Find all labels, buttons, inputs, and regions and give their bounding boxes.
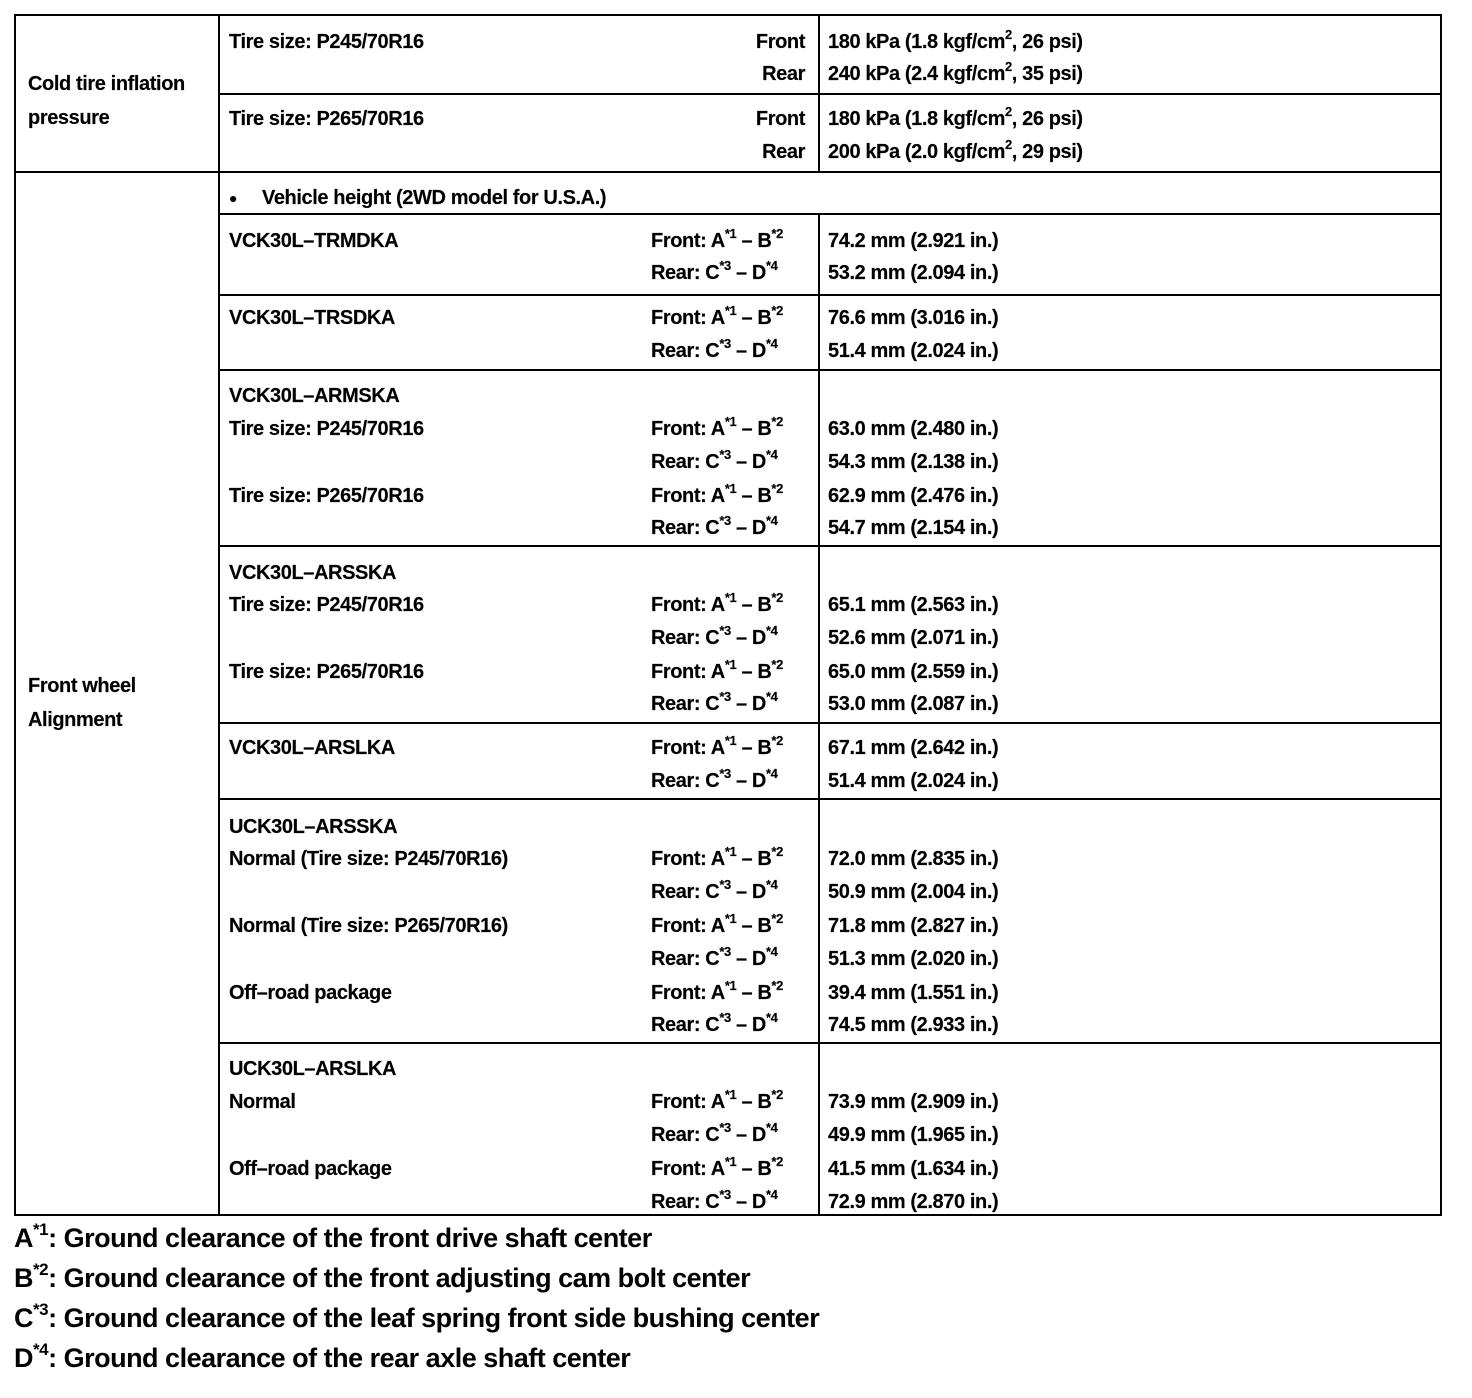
model-variant-label: Tire size: P265/70R16 bbox=[229, 661, 424, 683]
footnote-mark: *2 bbox=[771, 1154, 783, 1169]
height-value: 51.4 mm (2.024 in.) bbox=[828, 770, 999, 792]
footnote-mark: *2 bbox=[771, 978, 783, 993]
footnote-mark: *2 bbox=[771, 414, 783, 429]
position-label: Rear bbox=[762, 141, 805, 163]
rear-measurement-label bbox=[651, 766, 778, 793]
height-value: 72.0 mm (2.835 in.) bbox=[828, 848, 999, 870]
column-divider-left bbox=[218, 16, 220, 1214]
measurement-text: – D bbox=[730, 1191, 766, 1213]
height-value: 72.9 mm (2.870 in.) bbox=[828, 1191, 999, 1213]
measurement-text: – D bbox=[730, 1014, 766, 1036]
pressure-value-text: , 26 psi) bbox=[1011, 31, 1083, 53]
tire-size-label: Tire size: P245/70R16 bbox=[229, 31, 424, 53]
height-value: 74.5 mm (2.933 in.) bbox=[828, 1014, 999, 1036]
footnote-letter: B bbox=[14, 1263, 33, 1293]
footnote-mark: *1 bbox=[724, 481, 737, 496]
section-label: Cold tire inflation bbox=[28, 73, 185, 95]
measurement-text: Rear: C bbox=[651, 627, 720, 649]
measurement-text: Rear: C bbox=[651, 948, 720, 970]
measurement-text: – D bbox=[730, 627, 766, 649]
measurement-text: Rear: C bbox=[651, 262, 720, 284]
footnote-mark: *4 bbox=[765, 447, 778, 462]
front-measurement-label bbox=[651, 911, 783, 938]
footnote-mark: *4 bbox=[765, 336, 778, 351]
pressure-value bbox=[828, 59, 1083, 86]
rear-measurement-label bbox=[651, 447, 778, 474]
footnote-mark: *1 bbox=[33, 1220, 49, 1239]
section-divider bbox=[16, 171, 1440, 173]
section-label: Alignment bbox=[28, 709, 123, 731]
position-label: Front bbox=[755, 108, 805, 130]
measurement-text: – D bbox=[730, 881, 766, 903]
vehicle-height-header: Vehicle height (2WD model for U.S.A.) bbox=[262, 187, 607, 209]
pressure-value bbox=[828, 104, 1083, 131]
measurement-text: – B bbox=[736, 915, 772, 937]
footnote-mark: *4 bbox=[765, 513, 778, 528]
model-variant-label: Tire size: P245/70R16 bbox=[229, 418, 424, 440]
footnote-mark: *3 bbox=[719, 689, 731, 704]
model-variant-label: Normal (Tire size: P265/70R16) bbox=[229, 915, 508, 937]
footnote-mark: *2 bbox=[771, 226, 783, 241]
measurement-text: – D bbox=[730, 770, 766, 792]
height-value: 53.2 mm (2.094 in.) bbox=[828, 262, 999, 284]
measurement-text: Rear: C bbox=[651, 451, 720, 473]
front-measurement-label bbox=[651, 414, 783, 441]
footnote-mark: *3 bbox=[719, 623, 731, 638]
footnote-mark: *4 bbox=[765, 766, 778, 781]
front-measurement-label bbox=[651, 844, 783, 871]
position-label: Front bbox=[755, 31, 805, 53]
height-value: 50.9 mm (2.004 in.) bbox=[828, 881, 999, 903]
measurement-text: Rear: C bbox=[651, 770, 720, 792]
height-value: 73.9 mm (2.909 in.) bbox=[828, 1091, 999, 1113]
footnote-mark: *4 bbox=[765, 689, 778, 704]
unit-superscript: 2 bbox=[1004, 27, 1012, 42]
model-code: VCK30L–ARMSKA bbox=[229, 385, 400, 407]
measurement-text: Front: A bbox=[651, 485, 725, 507]
front-measurement-label bbox=[651, 481, 783, 508]
footnote-mark: *2 bbox=[771, 481, 783, 496]
footnote-mark: *3 bbox=[719, 766, 731, 781]
measurement-text: – B bbox=[736, 737, 772, 759]
pressure-value-text: 180 kPa (1.8 kgf/cm bbox=[828, 108, 1005, 130]
footnote-mark: *2 bbox=[771, 303, 783, 318]
unit-superscript: 2 bbox=[1004, 104, 1012, 119]
front-measurement-label bbox=[651, 1154, 783, 1181]
model-code: UCK30L–ARSLKA bbox=[229, 1058, 397, 1080]
footnote-text: : Ground clearance of the leaf spring front side bushing center bbox=[48, 1303, 820, 1333]
unit-superscript: 2 bbox=[1004, 137, 1012, 152]
footnote bbox=[14, 1342, 630, 1374]
position-label: Rear bbox=[762, 63, 805, 85]
footnote-mark: *3 bbox=[719, 447, 731, 462]
footnote-letter: A bbox=[14, 1223, 33, 1253]
footnote-mark: *1 bbox=[724, 844, 737, 859]
pressure-value-text: , 29 psi) bbox=[1011, 141, 1083, 163]
row-divider bbox=[218, 798, 1440, 800]
measurement-text: – D bbox=[730, 340, 766, 362]
measurement-text: Front: A bbox=[651, 230, 725, 252]
model-code: VCK30L–TRSDKA bbox=[229, 307, 395, 329]
measurement-text: Rear: C bbox=[651, 1014, 720, 1036]
measurement-text: – D bbox=[730, 948, 766, 970]
measurement-text: Rear: C bbox=[651, 1124, 720, 1146]
measurement-text: – B bbox=[736, 1091, 772, 1113]
footnote-mark: *3 bbox=[719, 944, 731, 959]
section-label: Front wheel bbox=[28, 675, 136, 697]
model-variant-label: Off–road package bbox=[229, 1158, 392, 1180]
column-divider-right bbox=[818, 16, 820, 171]
model-variant-label: Tire size: P245/70R16 bbox=[229, 594, 424, 616]
footnote-mark: *4 bbox=[765, 1010, 778, 1025]
model-variant-label: Tire size: P265/70R16 bbox=[229, 485, 424, 507]
measurement-text: Front: A bbox=[651, 661, 725, 683]
height-value: 76.6 mm (3.016 in.) bbox=[828, 307, 999, 329]
pressure-value-text: 180 kPa (1.8 kgf/cm bbox=[828, 31, 1005, 53]
footnote-letter: C bbox=[14, 1303, 33, 1333]
height-value: 51.4 mm (2.024 in.) bbox=[828, 340, 999, 362]
footnote-mark: *4 bbox=[33, 1340, 49, 1359]
rear-measurement-label bbox=[651, 1010, 778, 1037]
footnote-mark: *2 bbox=[771, 590, 783, 605]
model-variant-label: Normal bbox=[229, 1091, 296, 1113]
front-measurement-label bbox=[651, 1087, 783, 1114]
pressure-value-text: 240 kPa (2.4 kgf/cm bbox=[828, 63, 1005, 85]
pressure-value bbox=[828, 27, 1083, 54]
height-value: 51.3 mm (2.020 in.) bbox=[828, 948, 999, 970]
front-measurement-label bbox=[651, 978, 783, 1005]
footnote-mark: *3 bbox=[33, 1300, 49, 1319]
footnote-mark: *1 bbox=[724, 590, 737, 605]
model-code: VCK30L–TRMDKA bbox=[229, 230, 399, 252]
footnote-mark: *1 bbox=[724, 978, 737, 993]
footnote bbox=[14, 1302, 819, 1334]
footnote-mark: *1 bbox=[724, 1087, 737, 1102]
measurement-text: Rear: C bbox=[651, 693, 720, 715]
height-value: 53.0 mm (2.087 in.) bbox=[828, 693, 999, 715]
measurement-text: Rear: C bbox=[651, 1191, 720, 1213]
row-divider bbox=[218, 213, 1440, 215]
pressure-value-text: 200 kPa (2.0 kgf/cm bbox=[828, 141, 1005, 163]
footnote-mark: *3 bbox=[719, 1010, 731, 1025]
footnote-mark: *3 bbox=[719, 513, 731, 528]
row-divider bbox=[218, 294, 1440, 296]
footnote-mark: *2 bbox=[771, 1087, 783, 1102]
row-divider bbox=[218, 1042, 1440, 1044]
footnote-mark: *3 bbox=[719, 1120, 731, 1135]
footnote-mark: *4 bbox=[765, 877, 778, 892]
footnote-mark: *1 bbox=[724, 414, 737, 429]
footnote-mark: *4 bbox=[765, 623, 778, 638]
rear-measurement-label bbox=[651, 623, 778, 650]
footnote-mark: *1 bbox=[724, 226, 737, 241]
footnote-mark: *4 bbox=[765, 944, 778, 959]
footnote-mark: *2 bbox=[771, 911, 783, 926]
front-measurement-label bbox=[651, 590, 783, 617]
footnote-mark: *3 bbox=[719, 1187, 731, 1202]
rear-measurement-label bbox=[651, 1187, 778, 1214]
footnote-text: : Ground clearance of the front adjusting cam bolt center bbox=[48, 1263, 751, 1293]
model-code: VCK30L–ARSSKA bbox=[229, 562, 397, 584]
measurement-text: – B bbox=[736, 307, 772, 329]
rear-measurement-label bbox=[651, 1120, 778, 1147]
spec-table bbox=[14, 14, 1442, 1216]
footnote bbox=[14, 1222, 652, 1254]
footnote bbox=[14, 1262, 750, 1294]
rear-measurement-label bbox=[651, 944, 778, 971]
height-value: 74.2 mm (2.921 in.) bbox=[828, 230, 999, 252]
rear-measurement-label bbox=[651, 689, 778, 716]
height-value: 49.9 mm (1.965 in.) bbox=[828, 1124, 999, 1146]
measurement-text: Front: A bbox=[651, 737, 725, 759]
row-divider bbox=[218, 722, 1440, 724]
footnote-mark: *1 bbox=[724, 911, 737, 926]
front-measurement-label bbox=[651, 303, 783, 330]
rear-measurement-label bbox=[651, 336, 778, 363]
measurement-text: – D bbox=[730, 451, 766, 473]
front-measurement-label bbox=[651, 657, 783, 684]
height-value: 54.3 mm (2.138 in.) bbox=[828, 451, 999, 473]
footnote-text: : Ground clearance of the rear axle shaft center bbox=[48, 1343, 631, 1373]
section-label: pressure bbox=[28, 107, 110, 129]
footnote-letter: D bbox=[14, 1343, 33, 1373]
pressure-value-text: , 35 psi) bbox=[1011, 63, 1083, 85]
measurement-text: Front: A bbox=[651, 982, 725, 1004]
model-variant-label: Off–road package bbox=[229, 982, 392, 1004]
height-value: 39.4 mm (1.551 in.) bbox=[828, 982, 999, 1004]
measurement-text: – D bbox=[730, 517, 766, 539]
height-value: 54.7 mm (2.154 in.) bbox=[828, 517, 999, 539]
rear-measurement-label bbox=[651, 513, 778, 540]
footnote-mark: *2 bbox=[771, 657, 783, 672]
footnote-mark: *2 bbox=[771, 733, 783, 748]
height-value: 41.5 mm (1.634 in.) bbox=[828, 1158, 999, 1180]
measurement-text: Front: A bbox=[651, 307, 725, 329]
measurement-text: – B bbox=[736, 230, 772, 252]
column-divider-right bbox=[818, 213, 820, 1214]
measurement-text: Front: A bbox=[651, 1158, 725, 1180]
footnote-text: : Ground clearance of the front drive shaft center bbox=[48, 1223, 652, 1253]
model-variant-label: Normal (Tire size: P245/70R16) bbox=[229, 848, 508, 870]
measurement-text: – B bbox=[736, 594, 772, 616]
footnote-mark: *2 bbox=[33, 1260, 49, 1279]
pressure-value bbox=[828, 137, 1083, 164]
footnote-mark: *4 bbox=[765, 1187, 778, 1202]
model-code: VCK30L–ARSLKA bbox=[229, 737, 395, 759]
measurement-text: Rear: C bbox=[651, 881, 720, 903]
row-divider bbox=[218, 369, 1440, 371]
footnote-mark: *3 bbox=[719, 336, 731, 351]
rear-measurement-label bbox=[651, 877, 778, 904]
measurement-text: – D bbox=[730, 262, 766, 284]
model-code: UCK30L–ARSSKA bbox=[229, 816, 398, 838]
measurement-text: – B bbox=[736, 848, 772, 870]
footnote-mark: *3 bbox=[719, 258, 731, 273]
measurement-text: Front: A bbox=[651, 915, 725, 937]
measurement-text: – B bbox=[736, 485, 772, 507]
height-value: 63.0 mm (2.480 in.) bbox=[828, 418, 999, 440]
footnote-mark: *3 bbox=[719, 877, 731, 892]
footnote-mark: *2 bbox=[771, 844, 783, 859]
measurement-text: Rear: C bbox=[651, 340, 720, 362]
front-measurement-label bbox=[651, 733, 783, 760]
measurement-text: – B bbox=[736, 418, 772, 440]
measurement-text: Front: A bbox=[651, 594, 725, 616]
unit-superscript: 2 bbox=[1004, 59, 1012, 74]
measurement-text: Front: A bbox=[651, 1091, 725, 1113]
tire-size-label: Tire size: P265/70R16 bbox=[229, 108, 424, 130]
height-value: 62.9 mm (2.476 in.) bbox=[828, 485, 999, 507]
height-value: 65.0 mm (2.559 in.) bbox=[828, 661, 999, 683]
measurement-text: Front: A bbox=[651, 418, 725, 440]
height-value: 67.1 mm (2.642 in.) bbox=[828, 737, 999, 759]
rear-measurement-label bbox=[651, 258, 778, 285]
row-divider bbox=[218, 93, 1440, 95]
height-value: 71.8 mm (2.827 in.) bbox=[828, 915, 999, 937]
front-measurement-label bbox=[651, 226, 783, 253]
bullet-icon: ● bbox=[229, 190, 238, 206]
measurement-text: – D bbox=[730, 1124, 766, 1146]
footnote-mark: *1 bbox=[724, 657, 737, 672]
footnote-mark: *4 bbox=[765, 1120, 778, 1135]
measurement-text: – D bbox=[730, 693, 766, 715]
measurement-text: Front: A bbox=[651, 848, 725, 870]
height-value: 65.1 mm (2.563 in.) bbox=[828, 594, 999, 616]
measurement-text: – B bbox=[736, 661, 772, 683]
footnote-mark: *1 bbox=[724, 303, 737, 318]
row-divider bbox=[218, 545, 1440, 547]
footnote-mark: *1 bbox=[724, 733, 737, 748]
height-value: 52.6 mm (2.071 in.) bbox=[828, 627, 999, 649]
pressure-value-text: , 26 psi) bbox=[1011, 108, 1083, 130]
measurement-text: – B bbox=[736, 1158, 772, 1180]
footnote-mark: *1 bbox=[724, 1154, 737, 1169]
measurement-text: Rear: C bbox=[651, 517, 720, 539]
footnote-mark: *4 bbox=[765, 258, 778, 273]
measurement-text: – B bbox=[736, 982, 772, 1004]
